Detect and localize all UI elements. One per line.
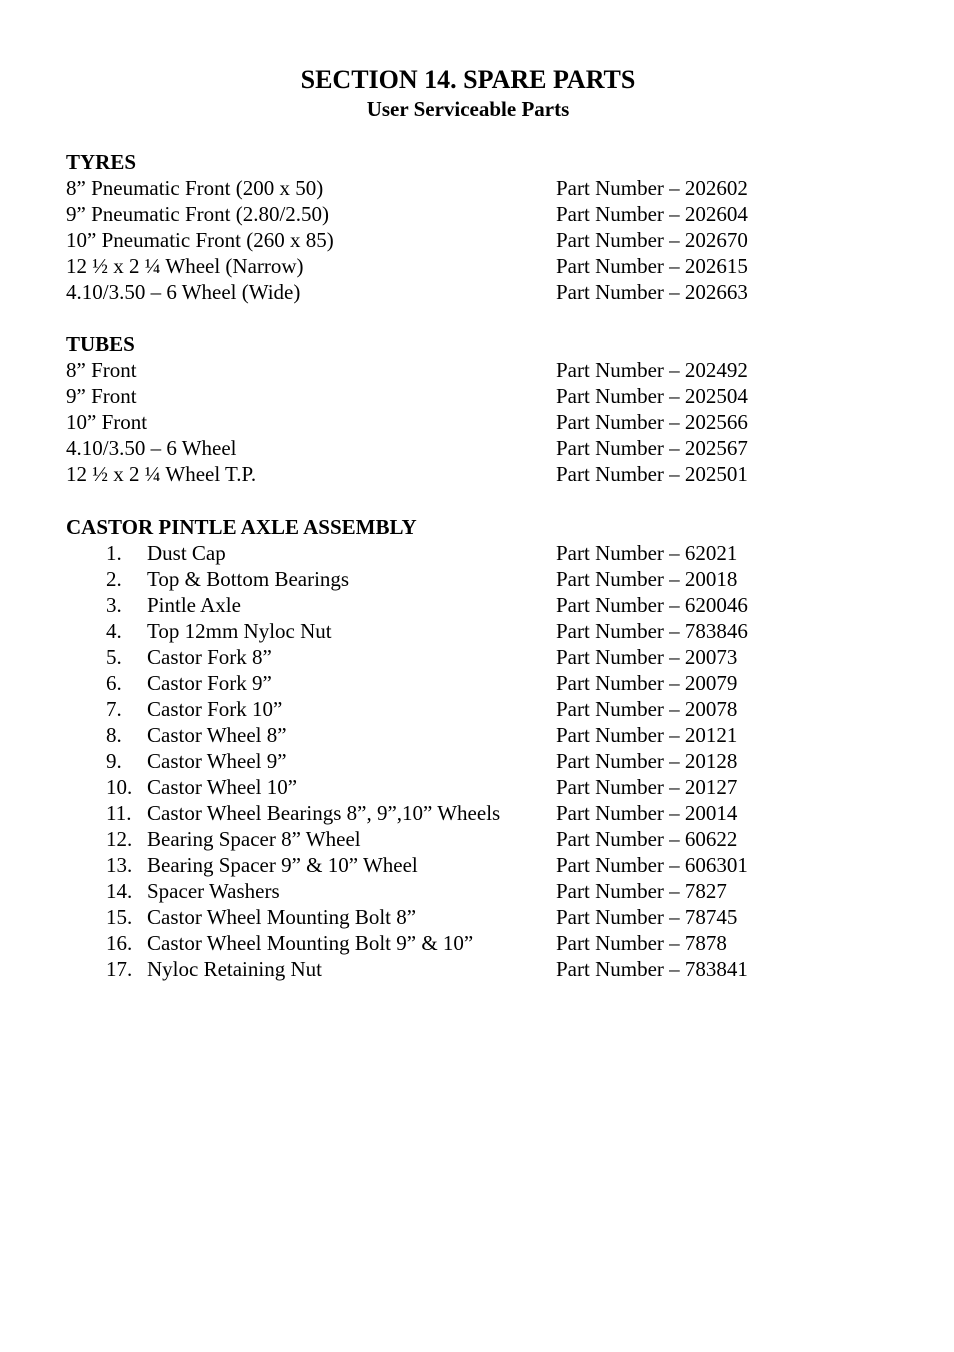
- part-number: Part Number – 783841: [556, 957, 748, 981]
- part-number: Part Number – 202504: [556, 384, 748, 408]
- list-item: [66, 696, 886, 722]
- castor-heading: CASTOR PINTLE AXLE ASSEMBLY: [66, 515, 417, 539]
- item-name: 9” Pneumatic Front (2.80/2.50): [66, 202, 330, 226]
- list-item: [66, 956, 886, 982]
- part-number: Part Number – 20073: [556, 645, 738, 669]
- item-number: 14.: [106, 879, 133, 903]
- list-item: [66, 774, 886, 800]
- item-number: 12.: [106, 827, 133, 851]
- tubes-list: [66, 357, 886, 487]
- list-item: [66, 878, 886, 904]
- item-name: Dust Cap: [147, 541, 226, 565]
- item-name: Castor Fork 8”: [147, 645, 272, 669]
- part-number: Part Number – 202602: [556, 176, 748, 200]
- part-number: Part Number – 20079: [556, 671, 738, 695]
- list-item: [66, 644, 886, 670]
- part-number: Part Number – 202566: [556, 410, 748, 434]
- item-name: 12 ½ x 2 ¼ Wheel T.P.: [66, 462, 257, 486]
- item-name: 4.10/3.50 – 6 Wheel: [66, 436, 237, 460]
- part-number: Part Number – 20078: [556, 697, 738, 721]
- item-number: 8.: [106, 723, 122, 747]
- part-number: Part Number – 60622: [556, 827, 738, 851]
- list-item: [66, 852, 886, 878]
- list-item: [66, 383, 886, 409]
- item-name: Top & Bottom Bearings: [147, 567, 350, 591]
- list-item: [66, 227, 886, 253]
- list-item: [66, 253, 886, 279]
- part-number: Part Number – 20014: [556, 801, 738, 825]
- item-number: 7.: [106, 697, 122, 721]
- list-item: [66, 435, 886, 461]
- item-number: 13.: [106, 853, 133, 877]
- part-number: Part Number – 7878: [556, 931, 727, 955]
- list-item: [66, 592, 886, 618]
- item-name: 8” Pneumatic Front (200 x 50): [66, 176, 324, 200]
- part-number: Part Number – 20121: [556, 723, 738, 747]
- list-item: [66, 904, 886, 930]
- item-name: Bearing Spacer 8” Wheel: [147, 827, 361, 851]
- item-number: 17.: [106, 957, 133, 981]
- part-number: Part Number – 78745: [556, 905, 738, 929]
- item-name: 8” Front: [66, 358, 137, 382]
- item-number: 15.: [106, 905, 133, 929]
- page-title: SECTION 14. SPARE PARTS: [300, 65, 636, 94]
- castor-section: [66, 514, 886, 982]
- item-number: 9.: [106, 749, 122, 773]
- item-name: 10” Pneumatic Front (260 x 85): [66, 228, 334, 252]
- part-number: Part Number – 202567: [556, 436, 748, 460]
- part-number: Part Number – 202615: [556, 254, 748, 278]
- item-number: 5.: [106, 645, 122, 669]
- list-item: [66, 279, 886, 305]
- list-item: [66, 800, 886, 826]
- item-number: 3.: [106, 593, 122, 617]
- item-number: 2.: [106, 567, 122, 591]
- part-number: Part Number – 620046: [556, 593, 748, 617]
- part-number: Part Number – 202663: [556, 280, 748, 304]
- tyres-list: [66, 175, 886, 305]
- part-number: Part Number – 20018: [556, 567, 738, 591]
- item-name: 10” Front: [66, 410, 148, 434]
- item-name: 9” Front: [66, 384, 137, 408]
- item-name: Pintle Axle: [147, 593, 241, 617]
- item-number: 11.: [106, 801, 132, 825]
- item-number: 6.: [106, 671, 122, 695]
- tubes-heading: TUBES: [66, 332, 135, 356]
- tyres-section: [66, 149, 886, 305]
- list-item: [66, 930, 886, 956]
- list-item: [66, 670, 886, 696]
- tyres-heading: TYRES: [66, 150, 137, 174]
- list-item: [66, 175, 886, 201]
- item-number: 10.: [106, 775, 133, 799]
- part-number: Part Number – 606301: [556, 853, 748, 877]
- part-number: Part Number – 20127: [556, 775, 738, 799]
- part-number: Part Number – 202604: [556, 202, 748, 226]
- tubes-section: [66, 331, 886, 487]
- item-name: Castor Fork 10”: [147, 697, 283, 721]
- item-name: Castor Wheel Bearings 8”, 9”,10” Wheels: [147, 801, 501, 825]
- part-number: Part Number – 202492: [556, 358, 748, 382]
- item-number: 16.: [106, 931, 133, 955]
- list-item: [66, 540, 886, 566]
- list-item: [66, 461, 886, 487]
- item-name: Castor Wheel 9”: [147, 749, 287, 773]
- part-number: Part Number – 202670: [556, 228, 748, 252]
- item-name: Castor Fork 9”: [147, 671, 272, 695]
- list-item: [66, 566, 886, 592]
- item-name: Castor Wheel 10”: [147, 775, 298, 799]
- list-item: [66, 357, 886, 383]
- part-number: Part Number – 7827: [556, 879, 727, 903]
- item-name: 12 ½ x 2 ¼ Wheel (Narrow): [66, 254, 304, 278]
- list-item: [66, 409, 886, 435]
- item-name: Top 12mm Nyloc Nut: [147, 619, 332, 643]
- item-number: 1.: [106, 541, 122, 565]
- item-name: Castor Wheel 8”: [147, 723, 287, 747]
- part-number: Part Number – 62021: [556, 541, 738, 565]
- item-number: 4.: [106, 619, 122, 643]
- item-name: 4.10/3.50 – 6 Wheel (Wide): [66, 280, 301, 304]
- list-item: [66, 748, 886, 774]
- list-item: [66, 618, 886, 644]
- item-name: Bearing Spacer 9” & 10” Wheel: [147, 853, 418, 877]
- castor-list: [66, 540, 886, 982]
- item-name: Castor Wheel Mounting Bolt 9” & 10”: [147, 931, 474, 955]
- list-item: [66, 826, 886, 852]
- part-number: Part Number – 202501: [556, 462, 748, 486]
- item-name: Nyloc Retaining Nut: [147, 957, 322, 981]
- part-number: Part Number – 783846: [556, 619, 748, 643]
- list-item: [66, 201, 886, 227]
- item-name: Spacer Washers: [147, 879, 280, 903]
- item-name: Castor Wheel Mounting Bolt 8”: [147, 905, 417, 929]
- list-item: [66, 722, 886, 748]
- part-number: Part Number – 20128: [556, 749, 738, 773]
- page-subtitle: User Serviceable Parts: [366, 97, 570, 121]
